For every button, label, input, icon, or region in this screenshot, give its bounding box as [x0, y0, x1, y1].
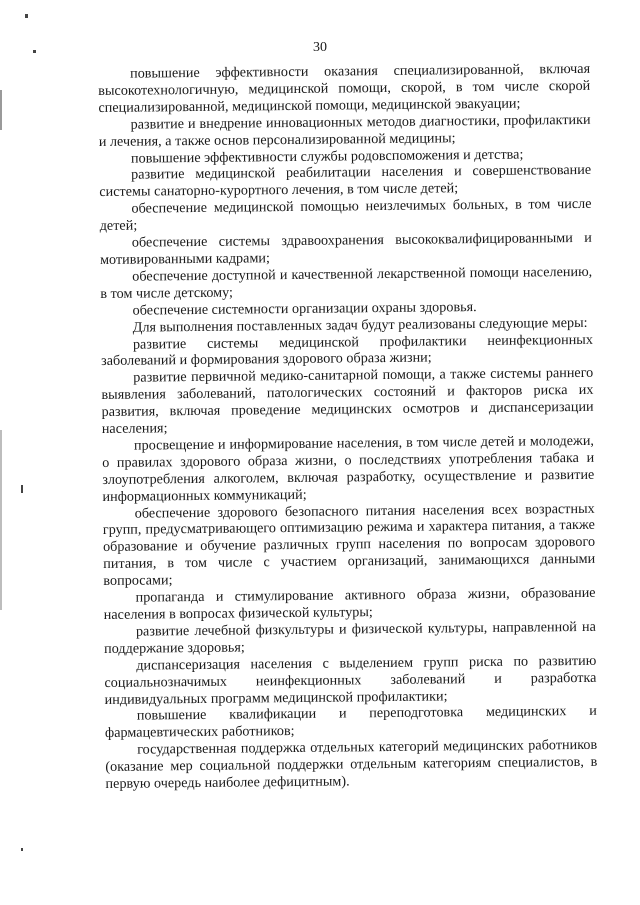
- paragraph: повышение эффективности оказания специализированной, включая высокотехнологичную, медицинской помощи, скорой, в том числе скорой специализированной, медицинской помощи, медицинской эвакуации;: [98, 60, 591, 116]
- scan-edge-line: [0, 430, 2, 610]
- paragraph: обеспечение системы здравоохранения высококвалифицированными и мотивированными кадрами;: [99, 229, 592, 268]
- scan-artifact: [25, 14, 28, 18]
- paragraph: обеспечение здорового безопасного питания населения всех возрастных групп, предусматривающего оптимизацию режима и характера питания, а также образование и обучение различных групп населения по вопросам здорового питания, в том числе с участием организаций, занимающихся данными вопросами;: [102, 500, 596, 590]
- page-number: 30: [313, 40, 327, 55]
- paragraph: обеспечение доступной и качественной лекарственной помощи населению, в том числе детскому;: [100, 263, 593, 302]
- paragraph: обеспечение системности организации охраны здоровья.: [132, 298, 477, 319]
- paragraph: Для выполнения поставленных задач будут реализованы следующие меры:: [132, 314, 588, 336]
- paragraph: диспансеризация населения с выделением групп риска по развитию социальнозначимых неинфекционных заболеваний и разработка индивидуальных программ медицинской профилактики;: [104, 652, 597, 708]
- paragraph: государственная поддержка отдельных категорий медицинских работников (оказание мер социальной поддержки отдельным категориям специалистов, в первую очередь наиболее дефицитным).: [105, 737, 598, 793]
- scan-edge-line: [0, 90, 2, 130]
- paragraph: развитие первичной медико-санитарной помощи, а также системы раннего выявления заболеваний, патологических состояний и факторов риска их развития, включая проведение медицинских осмотров и диспансеризации населения;: [101, 365, 594, 438]
- paragraph: просвещение и информирование населения, в том числе детей и молодежи, о правилах здорового образа жизни, о последствиях употребления табака и злоупотребления алкоголем, включая разработку, осуществление и развитие информационных коммуникаций;: [102, 432, 595, 505]
- scan-artifact: [21, 485, 23, 493]
- paragraph: обеспечение медицинской помощью неизлечимых больных, в том числе детей;: [99, 196, 592, 235]
- paragraph: развитие и внедрение инновационных методов диагностики, профилактики и лечения, а также основ персонализированной медицины;: [98, 111, 591, 150]
- body-text: [98, 61, 598, 793]
- paragraph: повышение квалификации и переподготовка медицинских и фармацевтических работников;: [104, 703, 597, 742]
- paragraph: повышение эффективности службы родовспоможения и детства;: [130, 146, 524, 167]
- paragraph: развитие медицинской реабилитации населения и совершенствование системы санаторно-курортного лечения, в том числе детей;: [99, 162, 592, 201]
- scan-artifact: [21, 848, 23, 851]
- paragraph: развитие системы медицинской профилактики неинфекционных заболеваний и формирования здорового образа жизни;: [101, 331, 593, 370]
- paragraph: развитие лечебной физкультуры и физической культуры, направленной на поддержание здоровья;: [104, 618, 596, 657]
- paragraph: пропаганда и стимулирование активного образа жизни, образование населения в вопросах физической культуры;: [103, 584, 596, 623]
